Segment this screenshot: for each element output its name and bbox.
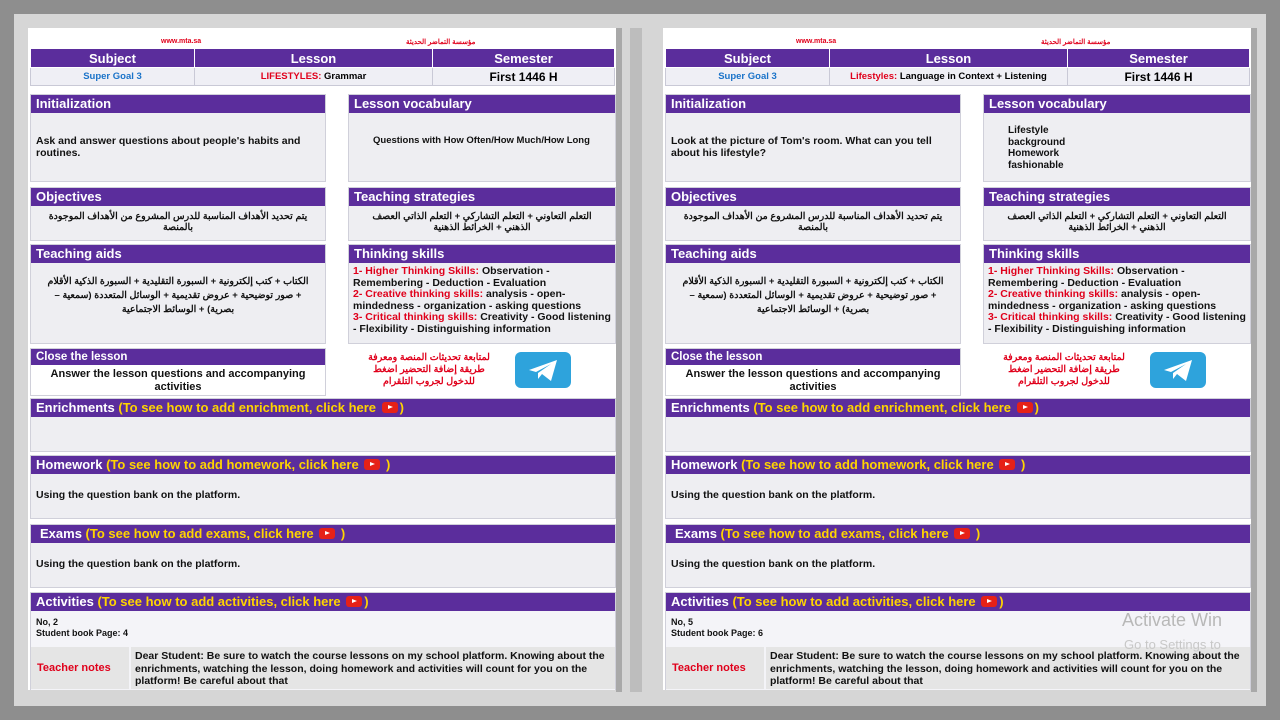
thinking-section [348, 244, 616, 344]
telegram-promo[interactable]: لمتابعة تحديثات المنصة ومعرفة طريقة إضافة التحضير اضغط للدخول لجروب التلقرام [368, 352, 490, 387]
lesson-plan-page-2 [663, 28, 1251, 690]
objectives-text: يتم تحديد الأهداف المناسبة للدرس المشروع من الأهداف الموجودة بالمنصة [48, 211, 308, 233]
exams-link[interactable]: (To see how to add exams, click here ) [85, 526, 346, 541]
strategies-title: Teaching strategies [984, 188, 1250, 206]
header-table [30, 48, 615, 86]
enrichments-section [665, 398, 1251, 452]
close-text: Answer the lesson questions and accompanying activities [685, 368, 941, 393]
youtube-icon[interactable] [999, 459, 1015, 470]
exams-title [666, 525, 1250, 543]
youtube-icon[interactable] [346, 596, 362, 607]
activities-section [30, 592, 616, 690]
enrichments-link[interactable]: (To see how to add enrichment, click here ) [753, 400, 1039, 415]
thinking-2-text: analysis - open-mindedness - organization - asking questions [988, 288, 1217, 312]
thinking-3-text: Creativity - Good listening - Flexibility - Distinguishing information [988, 311, 1246, 335]
initialization-text: Look at the picture of Tom's room. What can you tell about his lifestyle? [671, 135, 932, 159]
youtube-icon[interactable] [1017, 402, 1033, 413]
page-divider [630, 28, 642, 692]
initialization-section [665, 94, 961, 182]
homework-text: Using the question bank on the platform. [671, 489, 876, 501]
youtube-icon[interactable] [319, 528, 335, 539]
enrichments-link[interactable]: (To see how to add enrichment, click here ) [118, 400, 404, 415]
strategies-title: Teaching strategies [349, 188, 615, 206]
header-table [665, 48, 1250, 86]
exams-text: Using the question bank on the platform. [36, 558, 241, 570]
exams-label: Exams [40, 526, 82, 541]
homework-label: Homework [36, 457, 103, 472]
objectives-section [30, 187, 326, 241]
activity-details [671, 617, 763, 639]
page-shadow [1251, 28, 1257, 692]
enrichments-title [31, 399, 615, 417]
exams-title [31, 525, 615, 543]
vocabulary-title: Lesson vocabulary [349, 95, 615, 113]
vocabulary-section [983, 94, 1251, 182]
aids-text: الكتاب + كتب إلكترونية + السبورة التقليدية + السبورة الذكية الأقلام + صور توضيحية + عروض تقديمية + الوسائل المتعددة (سمعية – بصرية) + الوسائط الاجتماعية [682, 276, 944, 315]
activities-link[interactable]: (To see how to add activities, click here ) [97, 594, 369, 609]
enrichments-title [666, 399, 1250, 417]
activity-number: No, 2 [36, 617, 59, 627]
lesson-unit: Lifestyles: [850, 71, 898, 82]
objectives-title: Objectives [666, 188, 960, 206]
thinking-title: Thinking skills [984, 245, 1250, 263]
thinking-1-label: 1- Higher Thinking Skills: [988, 265, 1115, 277]
activities-label: Activities [671, 594, 729, 609]
enrichments-section [30, 398, 616, 452]
youtube-icon[interactable] [954, 528, 970, 539]
aids-section [30, 244, 326, 344]
thinking-3-text: Creativity - Good listening - Flexibility - Distinguishing information [353, 311, 611, 335]
teacher-notes-label: Teacher notes [666, 647, 764, 689]
activity-number: No, 5 [671, 617, 694, 627]
org-name: مؤسسة التماضر الحديثة [406, 39, 476, 46]
telegram-icon[interactable] [515, 352, 571, 388]
activity-page: Student book Page: 6 [671, 628, 764, 638]
thinking-title: Thinking skills [349, 245, 615, 263]
homework-section [30, 455, 616, 519]
thinking-text [988, 266, 1246, 335]
strategies-section [348, 187, 616, 241]
teacher-notes-text: Dear Student: Be sure to watch the course lessons on my school platform. Knowing about the enrichments, watching the lesson, doing homework and activities will count for you on the platform! Be careful about that [766, 647, 1250, 689]
subject-value: Super Goal 3 [666, 68, 830, 86]
telegram-icon [1150, 352, 1206, 388]
telegram-promo[interactable]: لمتابعة تحديثات المنصة ومعرفة طريقة إضافة التحضير اضغط للدخول لجروب التلقرام [1003, 352, 1125, 387]
homework-text: Using the question bank on the platform. [36, 489, 241, 501]
exams-text: Using the question bank on the platform. [671, 558, 876, 570]
youtube-icon[interactable] [382, 402, 398, 413]
activation-watermark: Activate Win [1122, 610, 1223, 630]
thinking-text [353, 266, 611, 335]
telegram-icon[interactable] [1150, 352, 1206, 388]
exams-section [665, 524, 1251, 588]
homework-link[interactable]: (To see how to add homework, click here ) [106, 457, 391, 472]
page-shadow [616, 28, 622, 692]
lesson-value [830, 68, 1068, 86]
lesson-topic: Grammar [324, 71, 367, 82]
homework-link[interactable]: (To see how to add homework, click here ) [741, 457, 1026, 472]
activity-details [36, 617, 128, 639]
semester-value: First 1446 H [433, 68, 615, 86]
aids-title: Teaching aids [666, 245, 960, 263]
semester-value: First 1446 H [1068, 68, 1250, 86]
activity-page: Student book Page: 4 [36, 628, 129, 638]
aids-section [665, 244, 961, 344]
youtube-icon[interactable] [364, 459, 380, 470]
vocabulary-title: Lesson vocabulary [984, 95, 1250, 113]
thinking-1-label: 1- Higher Thinking Skills: [353, 265, 480, 277]
homework-title [666, 456, 1250, 474]
close-section [665, 348, 961, 396]
lesson-header: Lesson [195, 49, 433, 68]
strategies-text: التعلم التعاوني + التعلم التشاركي + التعلم الذاتي العصف الذهني + الخرائط الذهنية [1007, 211, 1227, 233]
thinking-3-label: 3- Critical thinking skills: [988, 311, 1113, 323]
initialization-text: Ask and answer questions about people's habits and routines. [36, 135, 301, 159]
exams-label: Exams [675, 526, 717, 541]
vocabulary-text: Questions with How Often/How Much/How Long [373, 135, 590, 146]
vocabulary-text: Lifestyle background Homework fashionable [1008, 125, 1066, 171]
thinking-2-label: 2- Creative thinking skills: [353, 288, 484, 300]
activities-link[interactable]: (To see how to add activities, click here ) [732, 594, 1004, 609]
telegram-icon [515, 352, 571, 388]
objectives-title: Objectives [31, 188, 325, 206]
thinking-2-text: analysis - open-mindedness - organization - asking questions [353, 288, 582, 312]
homework-title [31, 456, 615, 474]
strategies-section [983, 187, 1251, 241]
enrichments-label: Enrichments [36, 400, 115, 415]
enrichments-label: Enrichments [671, 400, 750, 415]
thinking-section [983, 244, 1251, 344]
homework-label: Homework [671, 457, 738, 472]
initialization-title: Initialization [666, 95, 960, 113]
objectives-text: يتم تحديد الأهداف المناسبة للدرس المشروع من الأهداف الموجودة بالمنصة [683, 211, 943, 233]
aids-text: الكتاب + كتب إلكترونية + السبورة التقليدية + السبورة الذكية الأقلام + صور توضيحية + عروض تقديمية + الوسائل المتعددة (سمعية – بصرية) + الوسائط الاجتماعية [47, 276, 309, 315]
teacher-notes-text: Dear Student: Be sure to watch the course lessons on my school platform. Knowing about the enrichments, watching the lesson, doing homework and activities will count for you on the platform! Be careful about that [131, 647, 615, 689]
thinking-3-label: 3- Critical thinking skills: [353, 311, 478, 323]
semester-header: Semester [433, 49, 615, 68]
objectives-section [665, 187, 961, 241]
exams-link[interactable]: (To see how to add exams, click here ) [720, 526, 981, 541]
lesson-value [195, 68, 433, 86]
thinking-1-text: Observation - Remembering - Deduction - Evaluation [353, 265, 550, 289]
activities-title [666, 593, 1250, 611]
subject-header: Subject [31, 49, 195, 68]
lesson-header: Lesson [830, 49, 1068, 68]
close-section [30, 348, 326, 396]
close-title: Close the lesson [666, 349, 960, 365]
close-text: Answer the lesson questions and accompanying activities [50, 368, 306, 393]
activities-title [31, 593, 615, 611]
lesson-topic: Language in Context + Listening [899, 71, 1047, 82]
strategies-text: التعلم التعاوني + التعلم التشاركي + التعلم الذاتي العصف الذهني + الخرائط الذهنية [372, 211, 592, 233]
close-title: Close the lesson [31, 349, 325, 365]
aids-title: Teaching aids [31, 245, 325, 263]
semester-header: Semester [1068, 49, 1250, 68]
lesson-unit: LIFESTYLES: [260, 71, 322, 82]
subject-value: Super Goal 3 [31, 68, 195, 86]
subject-header: Subject [666, 49, 830, 68]
activities-label: Activities [36, 594, 94, 609]
youtube-icon[interactable] [981, 596, 997, 607]
homework-section [665, 455, 1251, 519]
initialization-title: Initialization [31, 95, 325, 113]
initialization-section [30, 94, 326, 182]
activation-watermark-subtext: Go to Settings to [1124, 637, 1221, 652]
site-url[interactable]: www.mta.sa [161, 38, 202, 45]
vocabulary-section [348, 94, 616, 182]
teacher-notes-label: Teacher notes [31, 647, 129, 689]
thinking-1-text: Observation - Remembering - Deduction - Evaluation [988, 265, 1185, 289]
site-url[interactable]: www.mta.sa [796, 38, 837, 45]
org-name: مؤسسة التماضر الحديثة [1041, 39, 1111, 46]
thinking-2-label: 2- Creative thinking skills: [988, 288, 1119, 300]
exams-section [30, 524, 616, 588]
lesson-plan-page-1 [28, 28, 616, 690]
